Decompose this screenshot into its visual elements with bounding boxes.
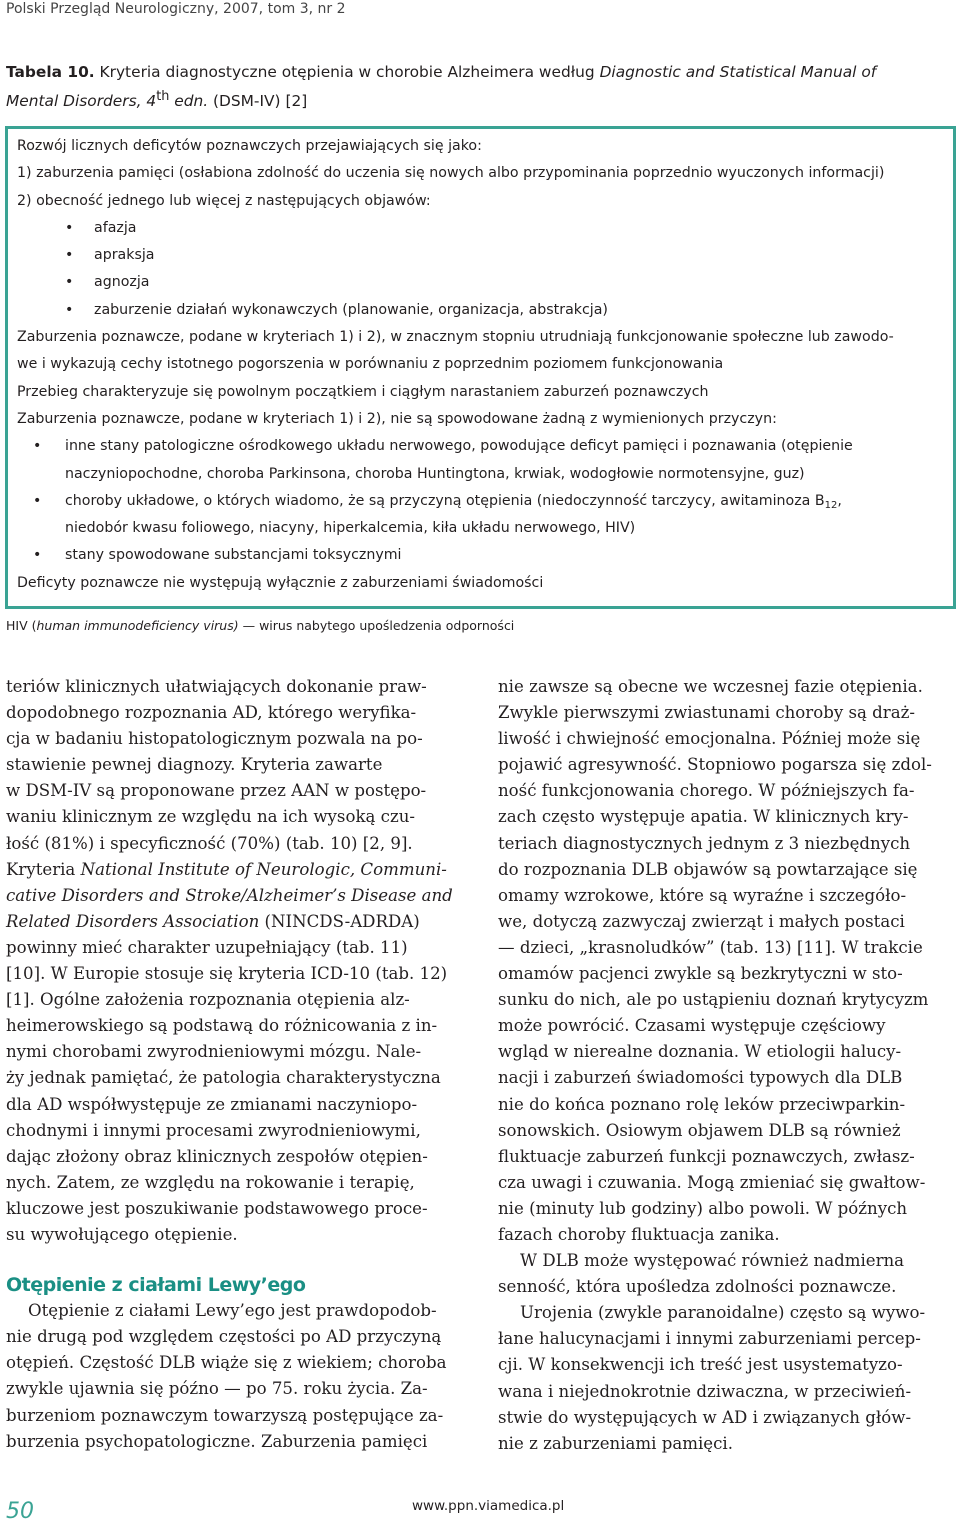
text-line: [10]. W Europie stosuje się kryteria ICD-10 (tab. 12) [6, 964, 448, 984]
page-number: 50 [6, 1499, 34, 1524]
bullet-icon: • [33, 547, 42, 564]
caption-sup: th [156, 88, 170, 104]
text-line: sunku do nich, ale po ustąpieniu doznań krytycyzm [498, 990, 929, 1010]
text-line: liwość i chwiejność emocjonalna. Później może się [498, 729, 921, 749]
text-line: teriów klinicznych ułatwiających dokonanie praw- [6, 677, 427, 696]
text-line: we, dotyczą zazwyczaj zwierząt i małych postaci [498, 911, 905, 931]
criterion-functional: Zaburzenia poznawcze, podane w kryteriach 1) i 2), w znacznym stopniu utrudniają funkcjonowanie społeczne lub zawodo- [17, 329, 894, 346]
symptom-item: • afazja [17, 215, 942, 242]
text-line: su wywołującego otępienie. [6, 1224, 238, 1244]
text-line: cza uwagi i czuwania. Mogą zmieniać się gwałtow- [498, 1172, 926, 1192]
text-line: wana i niejednokrotnie dziwaczna, w przeciwień- [498, 1381, 912, 1401]
text-line: omamy wzrokowe, które są wyraźne i szczegóło- [498, 885, 907, 905]
text-line: Kryteria National Institute of Neurologic, Communi- [6, 859, 447, 879]
text-line: kluczowe jest poszukiwanie podstawowego proce- [6, 1198, 428, 1218]
table-caption [6, 60, 956, 113]
text-line: cative Disorders and Stroke/Alzheimer’s Disease and [6, 885, 453, 905]
text-line: może powrócić. Czasami występuje częściowy [498, 1016, 886, 1036]
text-line: nie z zaburzeniami pamięci. [498, 1433, 734, 1453]
table-footnote: HIV (human immunodeficiency virus) — wirus nabytego upośledzenia odporności [6, 618, 515, 633]
right-column [498, 674, 956, 1457]
criterion-course: Przebieg charakteryzuje się powolnym początkiem i ciągłym narastaniem zaburzeń poznawczych [17, 383, 709, 400]
caption-italic: Diagnostic and Statistical Manual of [599, 63, 877, 81]
text-line: w DSM-IV są proponowane przez AAN w postępo- [6, 781, 427, 801]
text-line: cja w badaniu histopatologicznym pozwala na po- [6, 729, 423, 749]
bullet-icon: • [65, 247, 74, 264]
text-line: [1]. Ogólne założenia rozpoznania otępienia alz- [6, 990, 410, 1010]
criterion-item-1: 1) zaburzenia pamięci (osłabiona zdolność do uczenia się nowych albo przypominania poprzednio wyuczonych informacji) [17, 165, 885, 182]
text-line: łość (81%) i specyficzność (70%) (tab. 10) [2, 9]. [6, 833, 413, 853]
caption-italic: Mental Disorders, 4 [6, 91, 157, 110]
text-line: łane halucynacjami i innymi zaburzeniami percep- [498, 1329, 921, 1349]
text-line: cji. W konsekwencji ich treść jest usystematyzo- [498, 1355, 903, 1375]
symptom-item: • agnozja [17, 269, 942, 296]
text-line: ży jednak pamiętać, że patologia charakterystyczna [6, 1068, 441, 1088]
text-line: dopodobnego rozpoznania AD, którego weryfika- [6, 703, 417, 723]
criterion-consciousness: Deficyty poznawcze nie występują wyłącznie z zaburzeniami świadomości [17, 574, 544, 591]
cause-item: • inne stany patologiczne ośrodkowego układu nerwowego, powodujące deficyt pamięci i poznawania (otępienie [17, 433, 942, 460]
bullet-icon: • [33, 492, 42, 509]
text-line: Urojenia (zwykle paranoidalne) często są wywo- [520, 1303, 926, 1323]
text-line: omamów pacjenci zwykle są bezkrytyczni w sto- [498, 964, 903, 984]
text-line: stawienie pewnej diagnozy. Kryteria zawarte [6, 755, 383, 775]
text-line: nie zawsze są obecne we wczesnej fazie otępienia. [498, 677, 923, 696]
text-line: fluktuacje zaburzeń funkcji poznawczych, zwłasz- [498, 1146, 915, 1166]
criterion-exclusion: Zaburzenia poznawcze, podane w kryteriach 1) i 2), nie są spowodowane żadną z wymienionych przyczyn: [17, 410, 777, 427]
caption-text: Kryteria diagnostyczne otępienia w chorobie Alzheimera według [94, 63, 600, 81]
text-line: nymi chorobami zwyrodnieniowymi mózgu. Nale- [6, 1042, 422, 1062]
left-column [6, 674, 464, 1455]
text-line: waniu klinicznym ze względu na ich wysoką czu- [6, 807, 415, 827]
text-line: senność, która upośledza zdolności poznawcze. [498, 1277, 897, 1297]
text-line: pojawić agresywność. Stopniowo pogarsza się zdol- [498, 755, 932, 775]
cause-item: • stany spowodowane substancjami toksycznymi [17, 542, 942, 569]
text-line: Zwykle pierwszymi zwiastunami choroby są draż- [498, 703, 915, 723]
cause-item-cont: naczyniopochodne, choroba Parkinsona, choroba Huntingtona, krwiak, wodogłowie normotensyjne, guz) [65, 465, 805, 482]
text-line: fazach choroby fluktuacja zanika. [498, 1224, 780, 1244]
text-line: dla AD współwystępuje ze zmianami naczyniopo- [6, 1094, 418, 1114]
text-line: nie drugą pod względem częstości po AD przyczyną [6, 1327, 442, 1347]
cause-item: • choroby układowe, o których wiadomo, że są przyczyną otępienia (niedoczynność tarczycy, awitaminoza $B_{12}$, [17, 488, 942, 515]
section-heading: Otępienie z ciałami Lewy’ego [6, 1274, 306, 1297]
criterion-functional-cont: we i wykazują cechy istotnego pogorszenia w porównaniu z poprzednim poziomem funkcjonowania [17, 356, 724, 373]
symptom-item: • zaburzenie działań wykonawczych (planowanie, organizacja, abstrakcja) [17, 297, 942, 324]
bullet-icon: • [65, 219, 74, 236]
text-line: Otępienie z ciałami Lewy’ego jest prawdopodob- [28, 1301, 437, 1321]
text-line: sonowskich. Osiowym objawem DLB są również [498, 1120, 901, 1140]
text-line: burzenia psychopatologiczne. Zaburzenia pamięci [6, 1431, 428, 1451]
text-line: W DLB może występować również nadmierna [520, 1251, 905, 1271]
text-line: stwie do występujących w AD i związanych głów- [498, 1407, 912, 1427]
text-line: wgląd w nierealne doznania. W etiologii halucy- [498, 1042, 902, 1062]
text-line: heimerowskiego są podstawą do różnicowania z in- [6, 1016, 438, 1036]
bullet-icon: • [65, 274, 74, 291]
text-line: do rozpoznania DLB objawów są powtarzające się [498, 859, 918, 879]
criterion-item-2: 2) obecność jednego lub więcej z następujących objawów: [17, 192, 431, 209]
bullet-icon: • [33, 438, 42, 455]
table-label: Tabela 10. [6, 63, 95, 81]
text-line: zwykle ujawnia się późno — po 75. roku życia. Za- [6, 1379, 428, 1399]
text-line: otępień. Częstość DLB wiąże się z wiekiem; choroba [6, 1353, 447, 1373]
running-head: Polski Przegląd Neurologiczny, 2007, tom 3, nr 2 [6, 1, 346, 17]
bullet-icon: • [65, 301, 74, 318]
text-line: nie do końca poznano rolę leków przeciwparkin- [498, 1094, 906, 1114]
text-line: — dzieci, „krasnoludków” (tab. 13) [11]. W trakcie [498, 937, 923, 957]
text-line: burzeniom poznawczym towarzyszą postępujące za- [6, 1405, 444, 1425]
text-line: chodnymi i innymi procesami zwyrodnieniowymi, [6, 1120, 421, 1140]
text-line: nie (minuty lub godziny) albo powoli. W późnych [498, 1198, 908, 1218]
cause-item-cont: niedobór kwasu foliowego, niacyny, hiperkalcemia, kiła układu nerwowego, HIV) [65, 520, 636, 537]
subscript: 12 [824, 499, 838, 511]
caption-italic: edn. [169, 91, 209, 110]
text-line: dając złożony obraz klinicznych zespołów otępien- [6, 1146, 428, 1166]
criteria-table [5, 126, 956, 609]
text-line: Related Disorders Association (NINCDS-ADRDA) [6, 911, 420, 931]
text-line: powinny mieć charakter uzupełniający (tab. 11) [6, 937, 408, 957]
table-intro: Rozwój licznych deficytów poznawczych przejawiających się jako: [17, 138, 482, 154]
caption-text: (DSM-IV) [2] [208, 91, 308, 110]
text-line: nacji i zaburzeń świadomości typowych dla DLB [498, 1068, 903, 1088]
text-line: zach często występuje apatia. W klinicznych kry- [498, 807, 909, 827]
text-line: teriach diagnostycznych jednym z 3 niezbędnych [498, 833, 911, 853]
journal-url[interactable]: www.ppn.viamedica.pl [412, 1498, 565, 1514]
text-line: nych. Zatem, ze względu na rokowanie i terapię, [6, 1172, 415, 1192]
text-line: ność funkcjonowania chorego. W późniejszych fa- [498, 781, 915, 801]
symptom-item: • apraksja [17, 242, 942, 269]
